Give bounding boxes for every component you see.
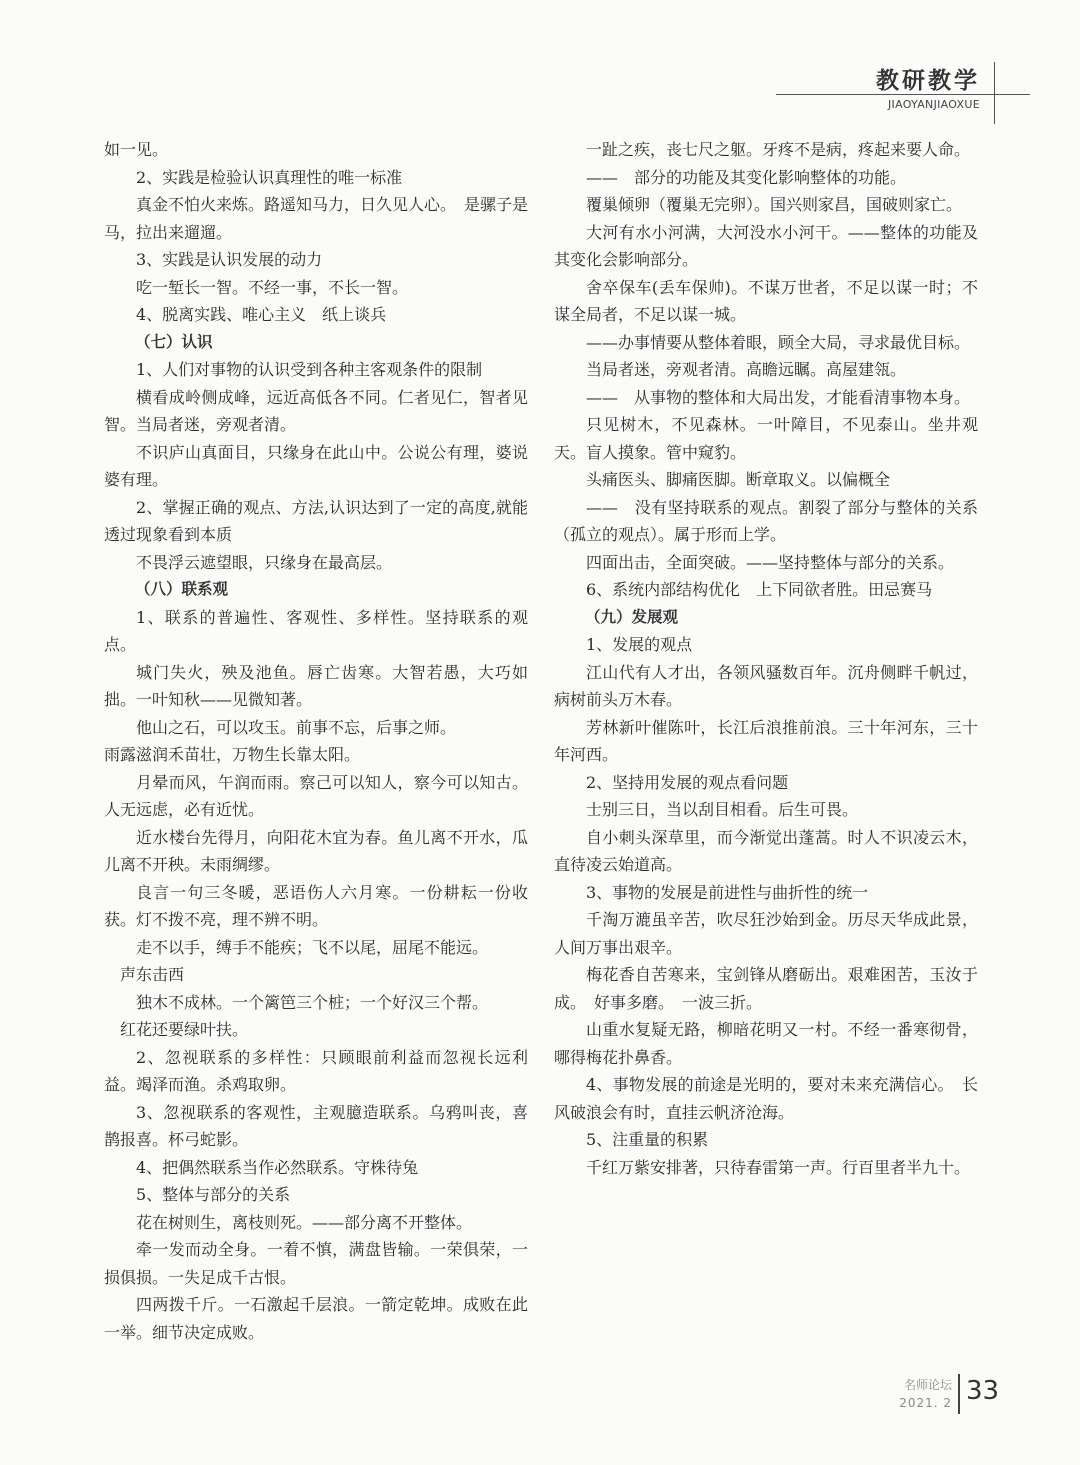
page-number: 33	[966, 1376, 1000, 1406]
section-heading: （九）发展观	[585, 607, 679, 626]
paragraph: 牵一发而动全身。一着不慎，满盘皆输。一荣俱荣，一损俱损。一失足成千古恨。	[104, 1240, 528, 1287]
paragraph: 一趾之疾，丧七尺之躯。牙疼不是病，疼起来要人命。	[586, 140, 971, 159]
paragraph: 独木不成林。一个篱笆三个桩；一个好汉三个帮。	[136, 992, 489, 1012]
paragraph: 当局者迷，旁观者清。高瞻远瞩。高屋建瓴。	[586, 360, 907, 379]
header-vertical-rule	[994, 62, 995, 124]
paragraph: 雨露滋润禾苗壮，万物生长靠太阳。	[104, 745, 361, 764]
paragraph: 2、掌握正确的观点、方法,认识达到了一定的高度,就能透过现象看到本质	[104, 497, 528, 544]
paragraph: 舍卒保车(丢车保帅)。不谋万世者，不足以谋一时；不谋全局者，不足以谋一城。	[554, 277, 978, 324]
paragraph: 良言一句三冬暖，恶语伤人六月寒。一份耕耘一份收获。灯不拨不亮，理不辨不明。	[104, 882, 528, 929]
paragraph: 覆巢倾卵（覆巢无完卵）。国兴则家昌，国破则家亡。	[586, 195, 963, 214]
paragraph: —— 部分的功能及其变化影响整体的功能。	[586, 167, 907, 187]
paragraph: 梅花香自苦寒来，宝剑锋从磨砺出。艰难困苦，玉汝于成。 好事多磨。 一波三折。	[554, 965, 978, 1012]
paragraph: 2、实践是检验认识真理性的唯一标准	[136, 167, 403, 187]
paragraph: 吃一堑长一智。不经一事，不长一智。	[136, 277, 409, 297]
paragraph: 城门失火，殃及池鱼。唇亡齿寒。大智若愚，大巧如拙。一叶知秋——见微知著。	[104, 662, 528, 709]
section-heading: （七）认识	[135, 332, 213, 351]
paragraph: 声东击西	[120, 965, 185, 984]
section-heading: （八）联系观	[135, 580, 229, 598]
paragraph: 他山之石，可以攻玉。前事不忘，后事之师。	[136, 717, 457, 737]
paragraph: 1、人们对事物的认识受到各种主客观条件的限制	[136, 360, 483, 379]
paragraph: 不识庐山真面目，只缘身在此山中。公说公有理，婆说婆有理。	[104, 442, 528, 489]
paragraph: ——办事情要从整体着眼，顾全大局，寻求最优目标。	[586, 332, 971, 352]
paragraph: 千淘万漉虽辛苦，吹尽狂沙始到金。历尽天华成此景，人间万事出艰辛。	[554, 910, 978, 957]
paragraph: 红花还要绿叶扶。	[120, 1020, 249, 1039]
paragraph: —— 没有坚持联系的观点。割裂了部分与整体的关系（孤立的观点）。属于形而上学。	[554, 497, 978, 544]
paragraph: 4、事物发展的前途是光明的，要对未来充满信心。 长风破浪会有时，直挂云帆济沧海。	[554, 1075, 978, 1122]
paragraph: 2、忽视联系的多样性：只顾眼前利益而忽视长远利益。竭泽而渔。杀鸡取卵。	[104, 1047, 528, 1094]
paragraph: 只见树木，不见森林。一叶障目，不见泰山。坐井观天。盲人摸象。管中窥豹。	[554, 415, 978, 462]
section-subtitle: JIAOYANJIAOXUE	[887, 98, 980, 111]
paragraph: 1、联系的普遍性、客观性、多样性。坚持联系的观点。	[104, 607, 528, 654]
paragraph: 四两拨千斤。一石激起千层浪。一箭定乾坤。成败在此一举。细节决定成败。	[104, 1295, 528, 1342]
paragraph: —— 从事物的整体和大局出发，才能看清事物本身。	[586, 387, 971, 407]
section-title: 教研教学	[876, 68, 980, 94]
paragraph: 芳林新叶催陈叶，长江后浪推前浪。三十年河东，三十年河西。	[554, 717, 978, 764]
paragraph: 2、坚持用发展的观点看问题	[586, 772, 789, 792]
paragraph: 四面出击，全面突破。——坚持整体与部分的关系。	[586, 552, 955, 572]
paragraph: 如一见。	[104, 140, 169, 159]
issue-date: 2021. 2	[899, 1396, 952, 1410]
paragraph: 月晕而风，午润而雨。察己可以知人，察今可以知古。人无远虑，必有近忧。	[104, 772, 528, 819]
paragraph: 4、脱离实践、唯心主义 纸上谈兵	[136, 305, 387, 324]
paragraph: 3、实践是认识发展的动力	[136, 250, 323, 269]
paragraph: 5、整体与部分的关系	[136, 1185, 291, 1204]
paragraph: 近水楼台先得月，向阳花木宜为春。鱼儿离不开水，瓜儿离不开秧。未雨绸缪。	[104, 827, 528, 874]
magazine-name: 名师论坛	[903, 1378, 952, 1392]
paragraph: 千红万紫安排著，只待春雷第一声。行百里者半九十。	[586, 1157, 971, 1177]
paragraph: 不畏浮云遮望眼，只缘身在最高层。	[136, 552, 393, 572]
paragraph: 走不以手，缚手不能疾；飞不以尾，屈尾不能远。	[136, 937, 489, 957]
paragraph: 3、事物的发展是前进性与曲折性的统一	[586, 882, 869, 902]
paragraph: 山重水复疑无路，柳暗花明又一村。不经一番寒彻骨，哪得梅花扑鼻香。	[554, 1020, 978, 1067]
paragraph: 花在树则生，离枝则死。——部分离不开整体。	[136, 1212, 473, 1232]
paragraph: 自小刺头深草里，而今渐觉出蓬蒿。时人不识凌云木，直待凌云始道高。	[554, 827, 978, 874]
right-column	[554, 136, 978, 1181]
paragraph: 5、注重量的积累	[586, 1130, 709, 1149]
footer-divider	[958, 1374, 960, 1414]
header-rule	[776, 94, 1030, 95]
paragraph: 大河有水小河满，大河没水小河干。——整体的功能及其变化会影响部分。	[554, 222, 978, 269]
paragraph: 4、把偶然联系当作必然联系。守株待兔	[136, 1157, 419, 1177]
paragraph: 头痛医头、脚痛医脚。断章取义。以偏概全	[586, 470, 891, 489]
paragraph: 1、发展的观点	[586, 635, 693, 654]
paragraph: 3、忽视联系的客观性，主观臆造联系。乌鸦叫丧，喜鹊报喜。杯弓蛇影。	[104, 1102, 528, 1149]
paragraph: 真金不怕火来炼。路遥知马力，日久见人心。 是骡子是马，拉出来遛遛。	[104, 195, 529, 242]
paragraph: 士别三日，当以刮目相看。后生可畏。	[586, 800, 859, 819]
left-column	[104, 136, 528, 1346]
paragraph: 江山代有人才出，各领风骚数百年。沉舟侧畔千帆过，病树前头万木春。	[554, 662, 978, 709]
paragraph: 6、系统内部结构优化 上下同欲者胜。田忌赛马	[586, 580, 933, 599]
paragraph: 横看成岭侧成峰，远近高低各不同。仁者见仁，智者见智。当局者迷，旁观者清。	[104, 387, 528, 434]
